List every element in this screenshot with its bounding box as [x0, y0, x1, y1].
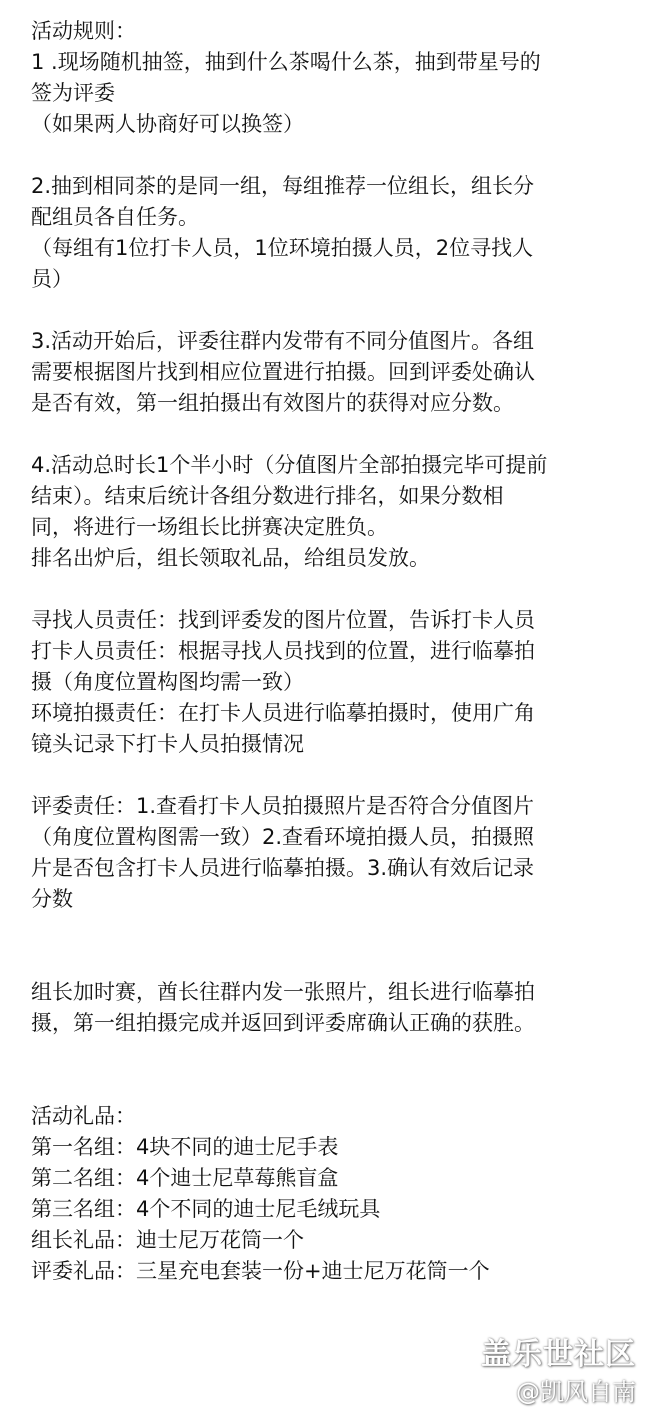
- section-prizes: [31, 1101, 631, 1287]
- prizes-heading: 活动礼品：: [31, 1104, 136, 1128]
- text-line: 同，将进行一场组长比拼赛决定胜负。: [31, 515, 388, 539]
- paragraph-spacer: [31, 915, 631, 977]
- prize-item: 组长礼品：迪士尼万花筒一个: [31, 1228, 304, 1252]
- section-responsibilities: [31, 605, 631, 760]
- paragraph-spacer: [31, 295, 631, 326]
- text-line: 摄，第一组拍摄完成并返回到评委席确认正确的获胜。: [31, 1011, 535, 1035]
- text-line: 签为评委: [31, 81, 115, 105]
- text-line: 配组员各自任务。: [31, 205, 199, 229]
- text-line: 是否有效，第一组拍摄出有效图片的获得对应分数。: [31, 391, 514, 415]
- watermark: [481, 1335, 636, 1409]
- text-line: 打卡人员责任：根据寻找人员找到的位置，进行临摹拍: [31, 639, 535, 663]
- rules-heading: 活动规则：: [31, 19, 136, 43]
- text-line: 排名出炉后，组长领取礼品，给组员发放。: [31, 546, 430, 570]
- text-line: 分数: [31, 887, 73, 911]
- text-line: 1 .现场随机抽签，抽到什么茶喝什么茶，抽到带星号的: [31, 50, 541, 74]
- watermark-username: @凯风自南: [516, 1378, 636, 1406]
- prize-item: 评委礼品：三星充电套装一份+迪士尼万花筒一个: [31, 1259, 490, 1283]
- paragraph-spacer: [31, 1039, 631, 1101]
- prize-item: 第一名组：4块不同的迪士尼手表: [31, 1135, 339, 1159]
- text-line: （每组有1位打卡人员，1位环境拍摄人员，2位寻找人: [31, 236, 534, 260]
- text-line: 结束）。结束后统计各组分数进行排名，如果分数相: [31, 484, 504, 508]
- text-line: 评委责任：1.查看打卡人员拍摄照片是否符合分值图片: [31, 794, 535, 818]
- paragraph-spacer: [31, 140, 631, 171]
- paragraph-spacer: [31, 419, 631, 450]
- text-line: 2.抽到相同茶的是同一组，每组推荐一位组长，组长分: [31, 174, 535, 198]
- text-line: 4.活动总时长1个半小时（分值图片全部拍摄完毕可提前: [31, 453, 548, 477]
- text-line: 片是否包含打卡人员进行临摹拍摄。3.确认有效后记录: [31, 856, 535, 880]
- section-rule-4: [31, 450, 631, 574]
- paragraph-spacer: [31, 760, 631, 791]
- text-line: 组长加时赛，酋长往群内发一张照片，组长进行临摹拍: [31, 980, 535, 1004]
- text-line: 镜头记录下打卡人员拍摄情况: [31, 732, 304, 756]
- text-line: 环境拍摄责任：在打卡人员进行临摹拍摄时，使用广角: [31, 701, 535, 725]
- text-line: 3.活动开始后，评委往群内发带有不同分值图片。各组: [31, 329, 535, 353]
- section-rule-1: [31, 16, 631, 140]
- watermark-site-name: 盖乐世社区: [481, 1337, 636, 1372]
- prize-item: 第三名组：4个不同的迪士尼毛绒玩具: [31, 1197, 381, 1221]
- paragraph-spacer: [31, 574, 631, 605]
- text-line: 摄（角度位置构图均需一致）: [31, 670, 304, 694]
- section-rule-3: [31, 326, 631, 419]
- prize-item: 第二名组：4个迪士尼草莓熊盲盒: [31, 1166, 339, 1190]
- text-line: 员）: [31, 267, 73, 291]
- section-judge-duties: [31, 791, 631, 915]
- text-line: （角度位置构图需一致）2.查看环境拍摄人员，拍摄照: [31, 825, 535, 849]
- rules-document: [31, 16, 631, 1287]
- section-rule-2: [31, 171, 631, 295]
- text-line: 需要根据图片找到相应位置进行拍摄。回到评委处确认: [31, 360, 535, 384]
- text-line: 寻找人员责任：找到评委发的图片位置，告诉打卡人员: [31, 608, 535, 632]
- text-line: （如果两人协商好可以换签）: [31, 112, 304, 136]
- section-overtime: [31, 977, 631, 1039]
